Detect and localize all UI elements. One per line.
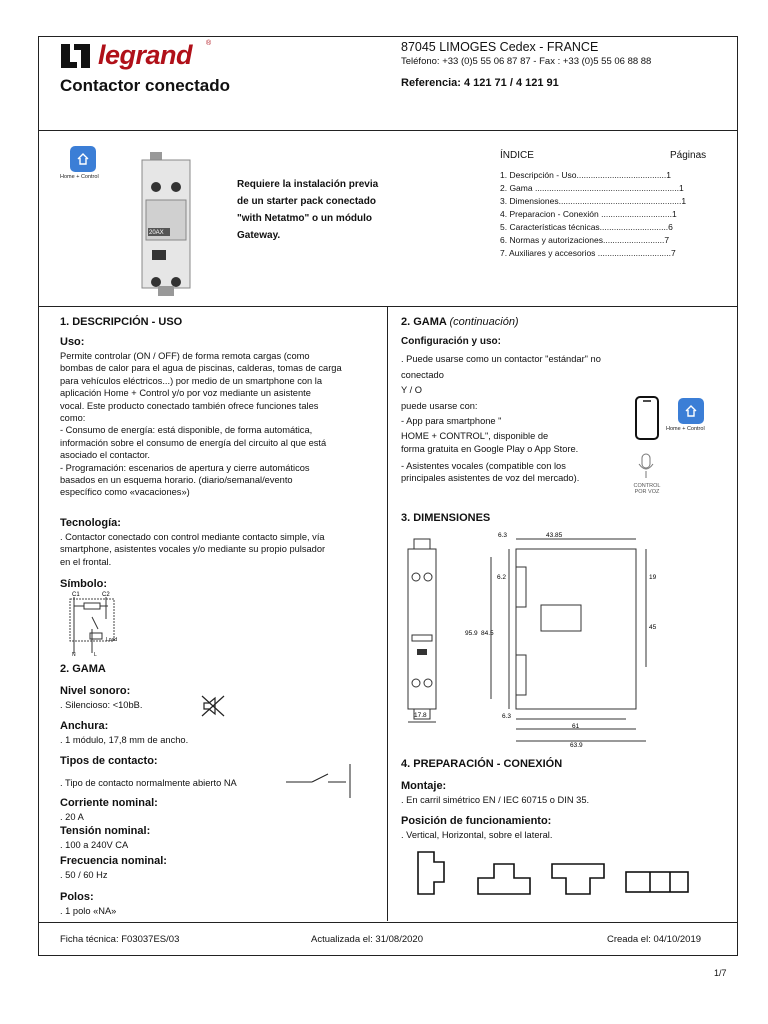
index-list [500, 169, 700, 260]
phone-fax: Teléfono: +33 (0)5 55 06 87 87 - Fax : +33 (0)5 55 06 88 88 [401, 56, 652, 67]
svg-text:C2: C2 [102, 592, 110, 598]
product-photo [136, 150, 206, 300]
position-horizontal-inverted [552, 864, 604, 894]
app-icon-block [70, 146, 96, 172]
montaje-title: Montaje: [401, 780, 447, 792]
svg-text:19: 19 [649, 574, 657, 581]
contactor-symbol [64, 589, 126, 657]
svg-text:43.85: 43.85 [546, 532, 563, 539]
voice-text: - Asistentes vocales (compatible con los principales asistentes de voz del mercado). [401, 461, 580, 484]
tecnologia-title: Tecnología: [60, 517, 121, 529]
frecuencia-title: Frecuencia nominal: [60, 855, 167, 867]
section-2-cont-title: 2. GAMA (continuación) [401, 316, 519, 328]
tension-value: . 100 a 240V CA [60, 840, 129, 850]
no-contact-symbol [284, 762, 356, 800]
tipos-title: Tipos de contacto: [60, 755, 158, 767]
simbolo-title: Símbolo: [60, 578, 108, 590]
footer-sheet: Ficha técnica: F03037ES/03 [60, 934, 180, 945]
uso-text: Permite controlar (ON / OFF) de forma remota cargas (como bombas de calor para el agua de piscinas, calderas, tomas de carga para vehículos eléctricos...) por medio de un smartphone con la aplicación Home + Control y/o por voz mediante un asistente vocal. Este producto conectado también ofrece funciones tales como: - Consumo de energía: está disponible, de forma automática, información sobre el consumo de energía del circuito al que está asociado el contactor. - Programación: escenarios de apertura y cierre automáticos basados en un esquema horario. (diario/semanal/evento específico como «vacaciones») [60, 351, 342, 498]
index-item[interactable]: 3. Dimensiones....................................................1 [500, 196, 687, 206]
tension-title: Tensión nominal: [60, 825, 151, 837]
brand-wordmark: legrand [98, 40, 193, 70]
index-item[interactable]: 7. Auxiliares y accesorios ...............................7 [500, 248, 676, 258]
rating-text: 20AX [149, 230, 164, 236]
index-item[interactable]: 4. Preparacion - Conexión ..............................1 [500, 209, 677, 219]
app-icon-label: Home + Control [666, 426, 705, 432]
page-title: Contactor conectado [60, 76, 231, 95]
svg-text:61: 61 [572, 723, 580, 730]
corriente-value: . 20 A [60, 812, 84, 822]
svg-text:6.3: 6.3 [502, 713, 512, 720]
polos-title: Polos: [60, 891, 94, 903]
footer-created: Creada el: 04/10/2019 [607, 934, 702, 945]
position-horizontal [478, 864, 530, 894]
index-item[interactable]: 1. Descripción - Uso......................................1 [500, 170, 671, 180]
index-item[interactable]: 5. Características técnicas.............................6 [500, 222, 673, 232]
address: 87045 LIMOGES Cedex - FRANCE [401, 40, 599, 54]
section-1-title: 1. DESCRIPCIÓN - USO [60, 316, 183, 328]
config-text: . Puede usarse como un contactor "estándar" no conectado Y / O puede usarse con: - App para smartphone " HOME + CONTROL", disponible de forma gratuita en Google Play o App Store. [401, 354, 601, 454]
silent-icon [200, 694, 226, 718]
anchura-title: Anchura: [60, 720, 109, 732]
page-number: 1/7 [714, 968, 727, 978]
index-item[interactable]: 2. Gama .............................................................1 [500, 183, 684, 193]
svg-text:6.2: 6.2 [497, 574, 507, 581]
svg-text:17.8: 17.8 [414, 712, 427, 719]
smartphone-icon [634, 395, 660, 441]
app-icon-label: Home + Control [60, 174, 99, 180]
legrand-logo-icon [60, 42, 94, 72]
dimensions-drawing [401, 527, 681, 752]
index-item[interactable]: 6. Normas y autorizaciones..........................7 [500, 235, 670, 245]
tecnologia-text: . Contactor conectado con control mediante contacto simple, vía smartphone, asistentes vocales y/o mediante su propio pulsador en el frontal. [60, 532, 326, 567]
montaje-value: . En carril simétrico EN / IEC 60715 o DIN 35. [401, 795, 590, 805]
footer-updated: Actualizada el: 31/08/2020 [311, 934, 423, 945]
index-heading: ÍNDICE [500, 150, 534, 161]
svg-text:95.9: 95.9 [465, 630, 478, 637]
legrand-logo: legrand ® [60, 40, 210, 74]
corriente-title: Corriente nominal: [60, 797, 158, 809]
posicion-title: Posición de funcionamiento: [401, 815, 552, 827]
position-vertical [418, 852, 444, 894]
uso-title: Uso: [60, 336, 85, 348]
divider [38, 306, 738, 307]
frecuencia-value: . 50 / 60 Hz [60, 870, 108, 880]
polos-value: . 1 polo «NA» [60, 906, 117, 916]
section-4-title: 4. PREPARACIÓN - CONEXIÓN [401, 758, 563, 770]
svg-text:N: N [72, 652, 76, 657]
section-3-title: 3. DIMENSIONES [401, 512, 491, 524]
requirement-note: Requiere la instalación previa de un starter pack conectado "with Netatmo" o un módulo Gateway. [237, 179, 379, 241]
reference: Referencia: 4 121 71 / 4 121 91 [401, 77, 559, 89]
svg-text:63.9: 63.9 [570, 742, 583, 749]
home-control-app-icon [70, 146, 96, 172]
position-lateral [626, 872, 688, 892]
svg-text:6.3: 6.3 [498, 532, 508, 539]
tipos-value: . Tipo de contacto normalmente abierto NA [60, 778, 237, 788]
svg-text:C1: C1 [72, 592, 80, 598]
svg-text:84.5: 84.5 [481, 630, 494, 637]
divider [38, 130, 738, 131]
svg-text:Load: Load [106, 637, 118, 643]
section-2-title: 2. GAMA [60, 663, 106, 675]
voice-label: CONTROL POR VOZ [633, 483, 661, 495]
nivel-title: Nivel sonoro: [60, 685, 131, 697]
svg-text:L: L [94, 652, 97, 657]
voice-control-icon [636, 452, 656, 480]
column-divider [387, 306, 388, 921]
config-title: Configuración y uso: [401, 336, 501, 347]
divider [38, 922, 738, 923]
home-control-app-icon [678, 398, 704, 424]
anchura-value: . 1 módulo, 17,8 mm de ancho. [60, 735, 189, 745]
mounting-positions [414, 848, 694, 898]
nivel-value: . Silencioso: <10bB. [60, 700, 143, 710]
posicion-value: . Vertical, Horizontal, sobre el lateral. [401, 830, 553, 840]
svg-text:45: 45 [649, 624, 657, 631]
index-pages-label: Páginas [670, 150, 707, 161]
